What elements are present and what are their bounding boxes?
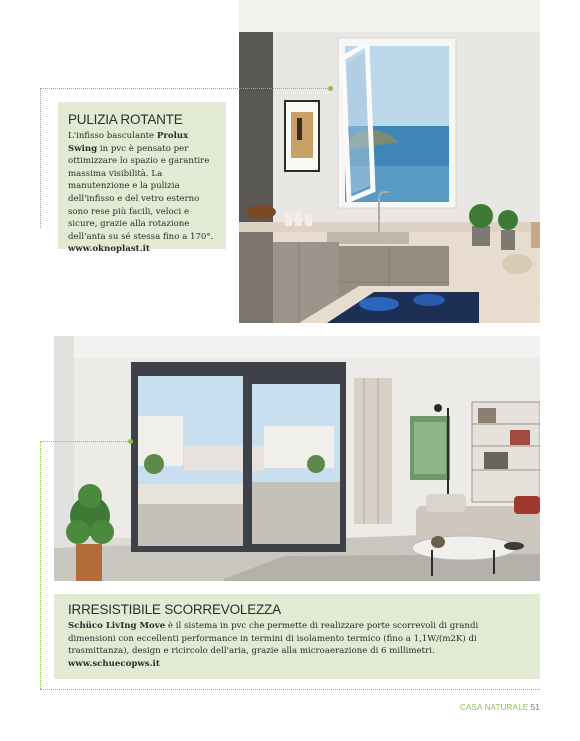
- connector-line-left-bottom: [40, 441, 41, 689]
- living-room-illustration: [54, 336, 540, 581]
- pulizia-rotante-box: [58, 102, 226, 255]
- scorrevolezza-box: [54, 594, 540, 679]
- scorrevolezza-title: IRRESISTIBILE SCORREVOLEZZA: [68, 602, 281, 617]
- connector-line-left-top: [40, 88, 41, 228]
- oknoplast-link[interactable]: www.oknoplast.it: [68, 244, 150, 255]
- pulizia-product-name: Prolux Swing: [68, 131, 189, 154]
- living-room-photo: [54, 336, 540, 581]
- pulizia-text-pre: L'infisso basculante: [68, 131, 157, 141]
- page-number: 51: [530, 703, 540, 712]
- kitchen-illustration: [239, 0, 540, 323]
- scorrevolezza-product-name: Schüco LivIng Move: [68, 621, 166, 631]
- pulizia-text-post: in pvc è pensato per ottimizzare lo spazio e garantire massima visibilità. La manutenzione e la pulizia dell'infisso e del vetro esterno sono rese più facili, veloci e sicure, grazie alla rotazione dell'anta su sé stessa fino a 170°.: [68, 143, 214, 242]
- connector-line-middle: [40, 441, 130, 442]
- schuecopws-link[interactable]: www.schuecopws.it: [68, 658, 160, 669]
- scorrevolezza-text-post: è il sistema in pvc che permette di realizzare porte scorrevoli di grandi dimensioni con eccellenti performance in termini di isolamento termico (fino a 1,1W/(m2K) di trasmittanza), design e ricircolo dell'aria, grazie alla microaerazione di 6 millimetri.: [68, 621, 479, 657]
- pulizia-rotante-title: PULIZIA ROTANTE: [68, 112, 183, 127]
- magazine-name: CASA NATURALE: [460, 703, 529, 712]
- connector-line-top: [40, 88, 330, 89]
- kitchen-photo: [239, 0, 540, 323]
- scorrevolezza-text: [68, 620, 526, 658]
- connector-node-top: [328, 86, 333, 91]
- connector-node-middle: [128, 439, 133, 444]
- page-footer: [400, 703, 540, 712]
- connector-line-bottom: [40, 689, 540, 690]
- pulizia-rotante-text: [68, 130, 217, 243]
